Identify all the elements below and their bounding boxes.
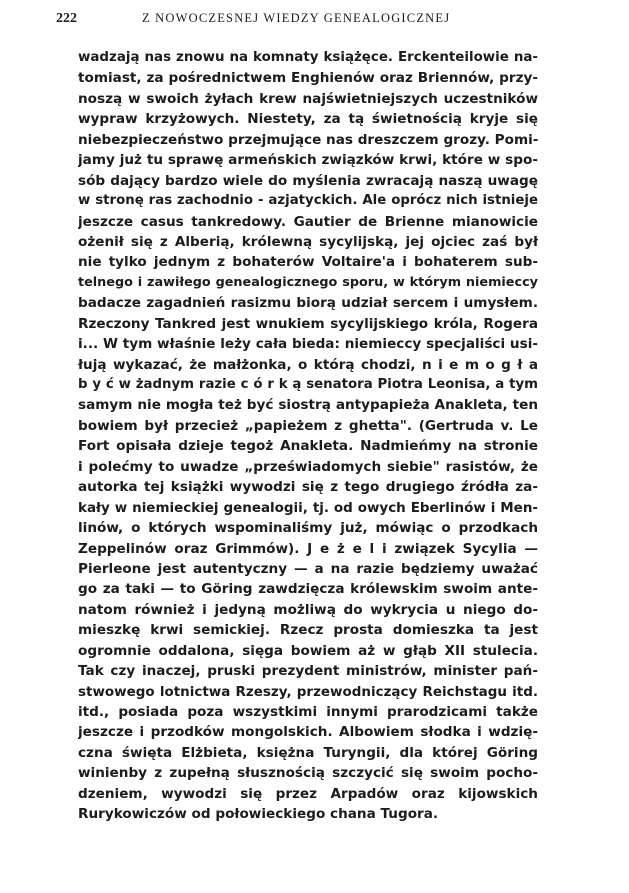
text-line: czna święta Elżbieta, księżna Turyngii, dla której Göring (78, 744, 538, 761)
text-line: wadzają nas znowu na komnaty książęce. Erckenteilowie na- (78, 50, 538, 65)
text-line: stwowego lotnictwa Rzeszy, przewodniczący Reichstagu itd. (78, 683, 538, 700)
running-head: Z NOWOCZESNEJ WIEDZY GENEALOGICZNEJ (142, 11, 451, 25)
text-line: samym nie mogła też być siostrą antypapieża Anakleta, ten (78, 397, 538, 414)
text-line: jeszcze i przodków mongolskich. Albowiem słodka i wdzię- (78, 724, 538, 741)
text-line: sób dający bardzo wiele do myślenia zwracają naszą uwagę (78, 172, 538, 189)
text-line: i polećmy to uwadze „przeświadomych siebie" rasistów, że (78, 458, 538, 475)
text-line: ogromnie oddalona, sięga bowiem aż w głąb XII stulecia. (78, 642, 538, 659)
text-line: ożenił się z Alberią, królewną sycylijską, jej ojciec zaś był (78, 233, 538, 250)
text-line: natom również i jedyną możliwą do wykrycia u niego do- (78, 601, 538, 618)
text-line: go za taki — to Göring zawdzięcza królewskim swoim ante- (78, 581, 538, 598)
text-line: b y ć w żadnym razie c ó r k ą senatora Piotra Leonisa, a tym (78, 377, 538, 392)
text-line: nie tylko jednym z bohaterów Voltaire'a i bohaterem sub- (78, 254, 538, 271)
text-line: telnego i zawiłego genealogicznego sporu, w którym niemieccy (78, 274, 538, 290)
text-line: Pierleone jest autentyczny — a na razie będziemy uważać (78, 560, 538, 577)
text-line: łują wykazać, że małżonka, o którą chodzi, n i e m o g ł a (78, 356, 538, 373)
text-line: mieszkę krwi semickiej. Rzecz prosta domieszka ta jest (78, 622, 538, 639)
text-line: w stronę ras zachodnio - azjatyckich. Ale oprócz nich istnieje (78, 193, 538, 209)
text-line: Rzeczony Tankred jest wnukiem sycylijskiego króla, Rogera (78, 315, 538, 332)
text-line: badacze zagadnień rasizmu biorą udział sercem i umysłem. (78, 295, 538, 312)
body-text (78, 48, 538, 825)
text-line: dzeniem, wywodzi się przez Arpadów oraz kijowskich (78, 785, 538, 802)
text-line: Fort opisała dzieje tegoż Anakleta. Nadmieńmy na stronie (78, 438, 538, 455)
text-line: Rurykowiczów od połowieckiego chana Tugora. (78, 806, 439, 823)
text-line: linów, o których wspominaliśmy już, mówiąc o przodkach (78, 520, 538, 537)
text-line: niebezpieczeństwo przejmujące nas dreszczem grozy. Pomi- (78, 131, 538, 148)
text-line: wypraw krzyżowych. Niestety, za tą świetnością kryje się (78, 111, 538, 128)
text-line: Tak czy inaczej, pruski prezydent ministrów, minister pań- (78, 663, 538, 680)
text-line: kały w niemieckiej genealogii, tj. od owych Eberlinów i Men- (78, 499, 538, 516)
text-line: autorka tej książki wywodzi się z tego drugiego źródła za- (78, 479, 538, 496)
text-line: jamy już tu sprawę armeńskich związków krwi, które w spo- (78, 152, 538, 169)
page-header (56, 11, 576, 37)
text-line: bowiem był przecież „papieżem z ghetta". (Gertruda v. Le (78, 417, 538, 434)
text-line: winienby z zupełną słusznością szczycić się swoim pocho- (78, 765, 538, 782)
text-line: i... W tym właśnie leży cała bieda: niemieccy specjaliści usi- (78, 336, 538, 353)
text-line: jeszcze casus tankredowy. Gautier de Brienne mianowicie (78, 213, 538, 230)
page-number: 222 (56, 11, 77, 26)
text-line: noszą w swoich żyłach krew najświetniejszych uczestników (78, 90, 538, 107)
text-line: itd., posiada poza wszystkimi innymi prarodzicami także (78, 704, 538, 720)
text-line: Zeppelinów oraz Grimmów). J e ż e l i związek Sycylia — (78, 540, 538, 557)
text-line: tomiast, za pośrednictwem Enghienów oraz Briennów, przy- (78, 70, 538, 87)
